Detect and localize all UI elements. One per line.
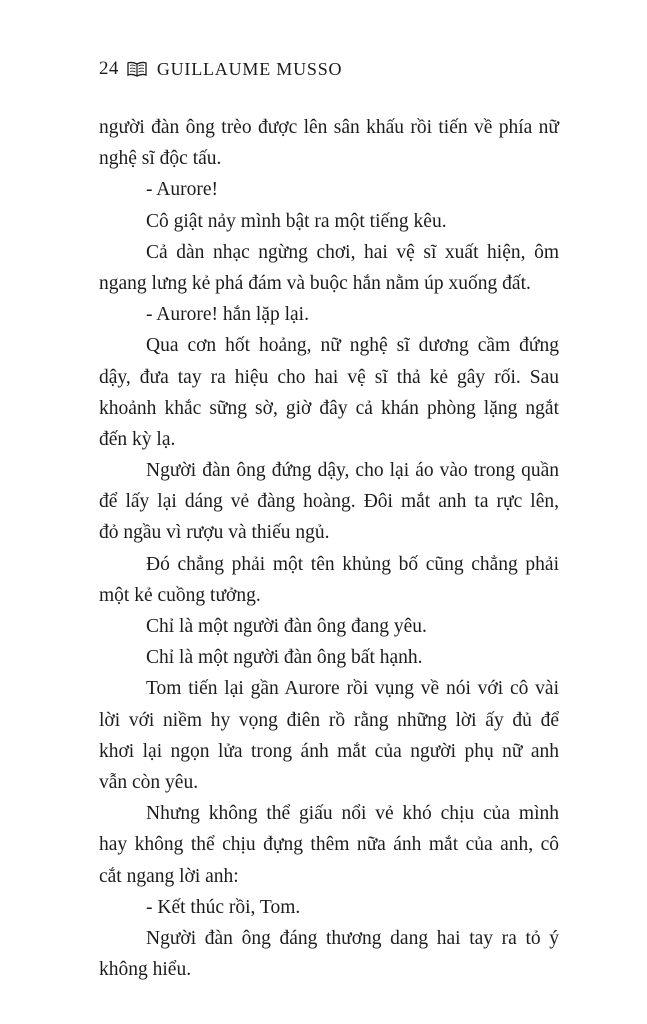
text-line: vẫn còn yêu. [99, 771, 199, 793]
running-header [99, 56, 342, 82]
text-line: Đó chẳng phải một tên khủng bố cũng chẳng phải [146, 553, 559, 575]
text-line: - Kết thúc rồi, Tom. [146, 896, 301, 918]
text-line: - Aurore! [146, 179, 219, 201]
text-line: không hiểu. [99, 959, 192, 981]
text-line: lời với niềm hy vọng điên rồ rằng những lời ấy đủ để [99, 709, 559, 731]
text-line: để lấy lại dáng vẻ đàng hoàng. Đôi mắt anh ta rực lên, [99, 491, 559, 513]
text-line: nghệ sĩ độc tấu. [99, 148, 222, 170]
text-line: khoảnh khắc sững sờ, giờ đây cả khán phòng lặng ngắt [99, 397, 559, 419]
text-line: cắt ngang lời anh: [99, 865, 239, 887]
text-line: hay không thể chịu đựng thêm nữa ánh mắt của anh, cô [99, 834, 559, 856]
text-line: - Aurore! hắn lặp lại. [146, 304, 309, 326]
text-line: Người đàn ông đáng thương dang hai tay ra tỏ ý [146, 927, 559, 949]
text-line: Qua cơn hốt hoảng, nữ nghệ sĩ dương cầm đứng [146, 335, 559, 357]
open-book-icon [127, 61, 147, 77]
text-line: đỏ ngầu vì rượu và thiếu ngủ. [99, 522, 330, 544]
text-line: Cô giật nảy mình bật ra một tiếng kêu. [146, 210, 447, 232]
text-line: đến kỳ lạ. [99, 428, 176, 450]
text-line: Chỉ là một người đàn ông bất hạnh. [146, 647, 423, 669]
text-line: Người đàn ông đứng dậy, cho lại áo vào trong quần [146, 460, 559, 482]
text-line: Tom tiến lại gần Aurore rồi vụng về nói với cô vài [146, 678, 559, 700]
text-line: một kẻ cuồng tưởng. [99, 584, 261, 606]
text-line: ngang lưng kẻ phá đám và buộc hắn nằm úp xuống đất. [99, 272, 531, 294]
page-number: 24 [99, 58, 119, 79]
text-line: Cả dàn nhạc ngừng chơi, hai vệ sĩ xuất hiện, ôm [146, 241, 559, 263]
text-line: Nhưng không thể giấu nổi vẻ khó chịu của mình [146, 803, 559, 825]
text-line: dậy, đưa tay ra hiệu cho hai vệ sĩ thả kẻ gây rối. Sau [99, 366, 559, 388]
author-name: GUILLAUME MUSSO [156, 58, 343, 79]
text-line: Chỉ là một người đàn ông đang yêu. [146, 616, 427, 637]
chapter-body [99, 112, 559, 985]
text-line: khơi lại ngọn lửa trong ánh mắt của người phụ nữ anh [99, 740, 559, 762]
text-line: người đàn ông trèo được lên sân khấu rồi tiến về phía nữ [99, 117, 559, 138]
